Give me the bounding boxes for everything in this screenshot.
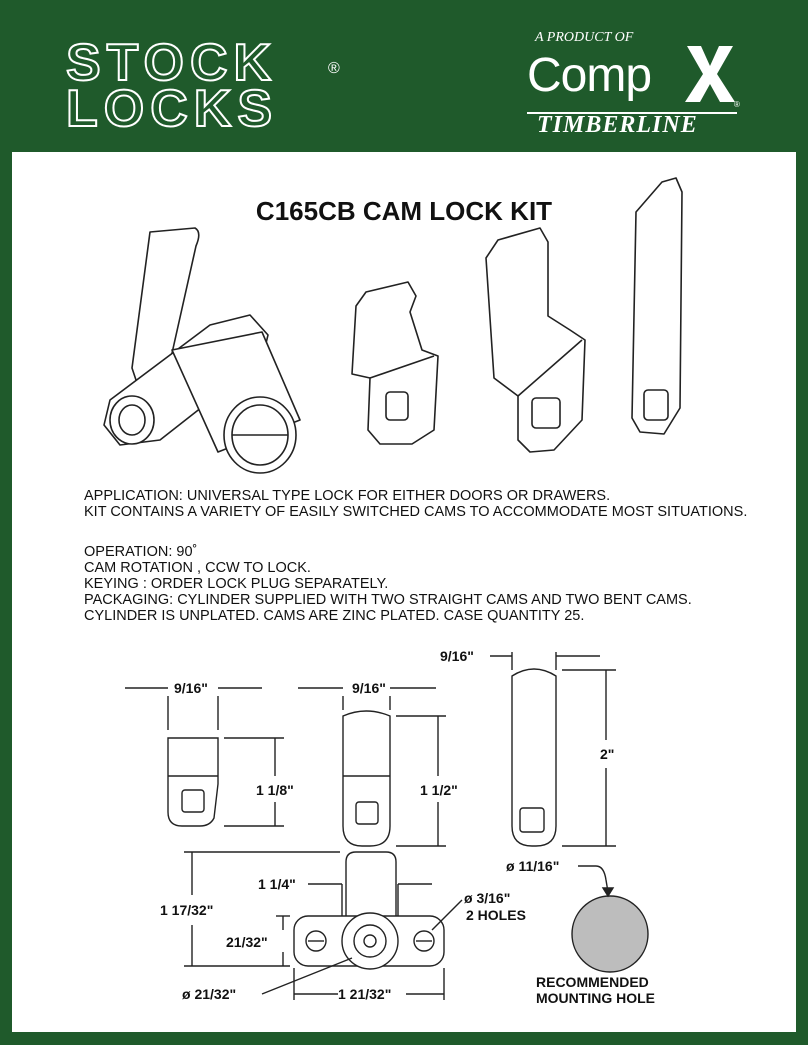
compx-registered-mark: ®: [734, 100, 740, 109]
application-line-2: KIT CONTAINS A VARIETY OF EASILY SWITCHED CAMS TO ACCOMMODATE MOST SITUATIONS.: [84, 504, 748, 520]
cam-medium-drawing: [298, 688, 446, 846]
mounting-hole-caption: [536, 974, 655, 1006]
cam2-width-label: 9/16": [352, 680, 386, 696]
packaging-line-2: CYLINDER IS UNPLATED. CAMS ARE ZINC PLATED. CASE QUANTITY 25.: [84, 608, 585, 624]
cam2-height-label: 1 1/2": [420, 782, 458, 798]
flange-length-label: 1 21/32": [338, 986, 392, 1002]
brand-registered-mark: ®: [328, 60, 340, 77]
cam3-height-label: 2": [600, 746, 615, 762]
compx-logo-text: Comp: [527, 49, 652, 102]
brand-line-2: LOCKS: [66, 80, 278, 138]
mounting-caption-line-1: RECOMMENDED: [536, 974, 649, 990]
cam1-height-label: 1 1/8": [256, 782, 294, 798]
center-diameter-label: ø 21/32": [182, 986, 237, 1002]
operation-line-1: OPERATION: 90˚: [84, 544, 198, 560]
operation-line-2: CAM ROTATION , CCW TO LOCK.: [84, 560, 311, 576]
page-title: C165CB CAM LOCK KIT: [255, 196, 553, 226]
keying-line: KEYING : ORDER LOCK PLUG SEPARATELY.: [84, 576, 389, 592]
packaging-line-1: PACKAGING: CYLINDER SUPPLIED WITH TWO STRAIGHT CAMS AND TWO BENT CAMS.: [84, 592, 692, 608]
mounting-caption-line-2: MOUNTING HOLE: [536, 990, 655, 1006]
flange-height-label: 21/32": [226, 934, 268, 950]
mounting-hole-drawing: [572, 866, 648, 972]
body-height-label: 1 17/32": [160, 902, 214, 918]
cam-small-drawing: [125, 688, 284, 826]
cam3-width-label: 9/16": [440, 648, 474, 664]
product-of-label: A PRODUCT OF: [535, 30, 634, 45]
hole-diameter-label: ø 3/16": [464, 890, 511, 906]
cam1-width-label: 9/16": [174, 680, 208, 696]
cam-long-drawing: [490, 652, 616, 846]
application-line-1: APPLICATION: UNIVERSAL TYPE LOCK FOR EITHER DOORS OR DRAWERS.: [84, 488, 611, 504]
lock-body-drawing: [184, 852, 462, 1000]
hole-count-label: 2 HOLES: [466, 907, 526, 923]
mounting-diameter-label: ø 11/16": [506, 858, 560, 874]
timberline-label: TIMBERLINE: [537, 112, 698, 138]
body-width-label: 1 1/4": [258, 876, 296, 892]
brand-line-1: STOCK: [66, 34, 278, 92]
